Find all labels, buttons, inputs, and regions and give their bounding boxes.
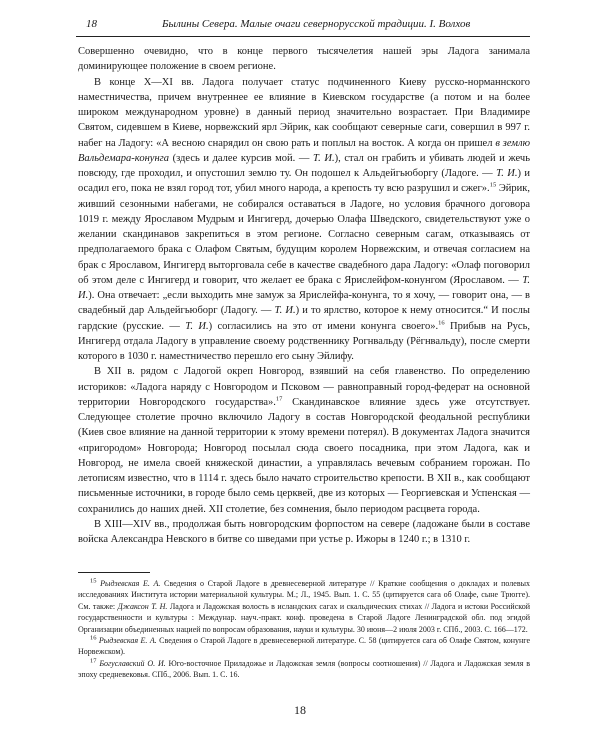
paragraph-3: В XII в. рядом с Ладогой окреп Новгород, взявший на себя главенство. По определению историков: «Ладога наряду с Новгородом и Псковом — равноправный город-федерат на основной территории Новгородского государства».$^{17}$ Скандинавское влияние здесь уже отсутствует. Следующее столетие прочно включило Ладогу в состав Новгородской феодальной республики (Киев свое влияние на данной территории к этому времени потерял). В документах Ладога значится «пригородом» Новгорода; Новгород посылал сюда своего посадника, при этом Ладога, как и Новгород, не имела своей княжеской династии, а управлялась вечевым собранием горожан. По летописям известно, что в 1114 г. здесь было начато строительство крепости. В XII в., как сообщают письменные источники, в городе было семь церквей, две из которых — Георгиевская и Успенская — сохранились до наших дней. XII столетие, без сомнения, было периодом расцвета города. <box>78 366 530 515</box>
footnote-author: Джаксон Т. Н. <box>117 601 168 611</box>
footnote-rule <box>78 572 150 573</box>
footnote-author: Богуславский О. И. <box>99 658 166 668</box>
author-initials: Т. И. <box>185 320 209 332</box>
footnote-16: $^{16}$ Рыдзевская Е. А. Сведения о Старой Ладоге в древнесеверной литературе. С. 58 (цитируется сага об Олафе Святом, конунге Норвежском). <box>78 634 531 657</box>
footnote-17: $^{17}$ Богуславский О. И. Юго-восточное Приладожье и Ладожская земля (вопросы соотношения) // Ладога и Ладожская земля в эпоху средневековья. СПб., 2006. Вып. 1. С. 16. <box>78 657 530 680</box>
header-page-number: 18 <box>86 18 97 30</box>
author-initials: Т. И. <box>312 152 335 164</box>
paragraph-1: Совершенно очевидно, что в конце первого тысячелетия нашей эры Ладога занимала доминирующее положение в своем регионе. <box>78 46 530 73</box>
paragraph-2: В конце X—XI вв. Ладога получает статус подчиненного Киеву русско-норманнского наместничества, причем внутреннее ее влияние в Киевском государстве (а потом и на более широком международном уровне) в данный период значительно возрастает. При Владимире Святом, сидевшем в Киеве, норвежский ярл Эйрик, как сообщают северные саги, совершил в 997 г. набег на Ладогу: «А весною снарядил он свою рать и поплыл на восток. А когда он пришел в землю Вальдемара-конунга (здесь и далее курсив мой. — Т. И.), стал он грабить и убивать людей и жечь повсюду, где проходил, и опустошил землю ту. Он подошел к Альдейгьюборгу (Ладоге. — Т. И.) и осадил его, пока не взял город тот, убил много народа, а крепость ту всю разрушил и сжег».$^{15}$ Эйрик, живший сезонными набегами, не собирался оставаться в Ладоге, но условия брачного договора 1019 г. между Ярославом Мудрым и Ингигерд, дочерью Олафа Шведского, свидетельствуют уже о желании скандинавов закрепиться в этом регионе. Согласно северным сагам, отказываясь от предполагаемого брака с Олафом Святым, будущим королем Норвежским, и отвечая согласием на брак с Ярославом, Ингигерд выторговала себе в качестве свадебного дара Ладогу: «Олаф поговорил об этом деле с Ингигерд и говорит, что желает ее брака с Ярислейфом-конунгом (Ярославом. — Т. И.). Она отвечает: „если выходить мне замуж за Ярислейфа-конунга, то я хочу, — говорит она, — в свадебный дар Альдейгьюборг (Ладогу. — Т. И.) и то ярлство, которое к нему относится.“ И послы гардские (русские. — Т. И.) согласились на это от имени конунга своего».$^{16}$ Прибыв на Русь, Ингигерд отдала Ладогу в управление своему родственнику Рогнвальду (Рёгнвальду), после смерти которого в 1030 г. наместничество перешло его сыну Эйлифу. <box>78 76 530 362</box>
footnote-15: $^{15}$ Рыдзевская Е. А. Сведения о Старой Ладоге в древнесеверной литературе // Краткие сообщения о докладах и полевых исследованиях Института истории материальной культуры. М.; Л., 1945. Вып. 1. С. 55 (цитируется сага об Олафе, сыне Трюгге). См. также: Джаксон Т. Н. Ладога и Ладожская волость в исландских сагах и скальдических стихах // Ладога и истоки Российской государственности и культуры : Междунар. науч.-практ. конф. проведена в Старой Ладоге Ленинградской обл. под эгидой Организации объединенных нацией по вопросам образования, науки и культуры. 30 июня—2 июля 2003 г. СПб., 2003. С. 166—172. <box>78 577 531 634</box>
author-initials: Т. И. <box>274 305 296 317</box>
header-rule <box>76 36 530 37</box>
author-initials: Т. И. <box>496 168 518 179</box>
main-text <box>78 44 530 547</box>
footnote-ref-17[interactable]: 17 <box>275 395 283 403</box>
author-initials: Т. И. <box>78 274 530 301</box>
footnote-ref-16[interactable]: 16 <box>438 319 445 326</box>
footnote-author: Рыдзевская Е. А. <box>100 579 161 588</box>
paragraph-4: В XIII—XIV вв., продолжая быть новгородским форпостом на севере (ладожане были в составе войска Александра Невского в битве со шведами при устье р. Ижоры в 1240 г.; в 1310 г. <box>78 518 530 545</box>
footnote-author: Рыдзевская Е. А. <box>98 636 157 646</box>
running-title: Былины Севера. Малые очаги севернорусской традиции. I. Волхов <box>162 18 471 30</box>
footnote-ref-15[interactable]: 15 <box>489 181 497 189</box>
footnotes <box>78 578 530 681</box>
running-header <box>76 18 530 36</box>
page-number: 18 <box>294 703 306 717</box>
italic-phrase: в землю Вальдемара-конунга <box>78 137 530 164</box>
